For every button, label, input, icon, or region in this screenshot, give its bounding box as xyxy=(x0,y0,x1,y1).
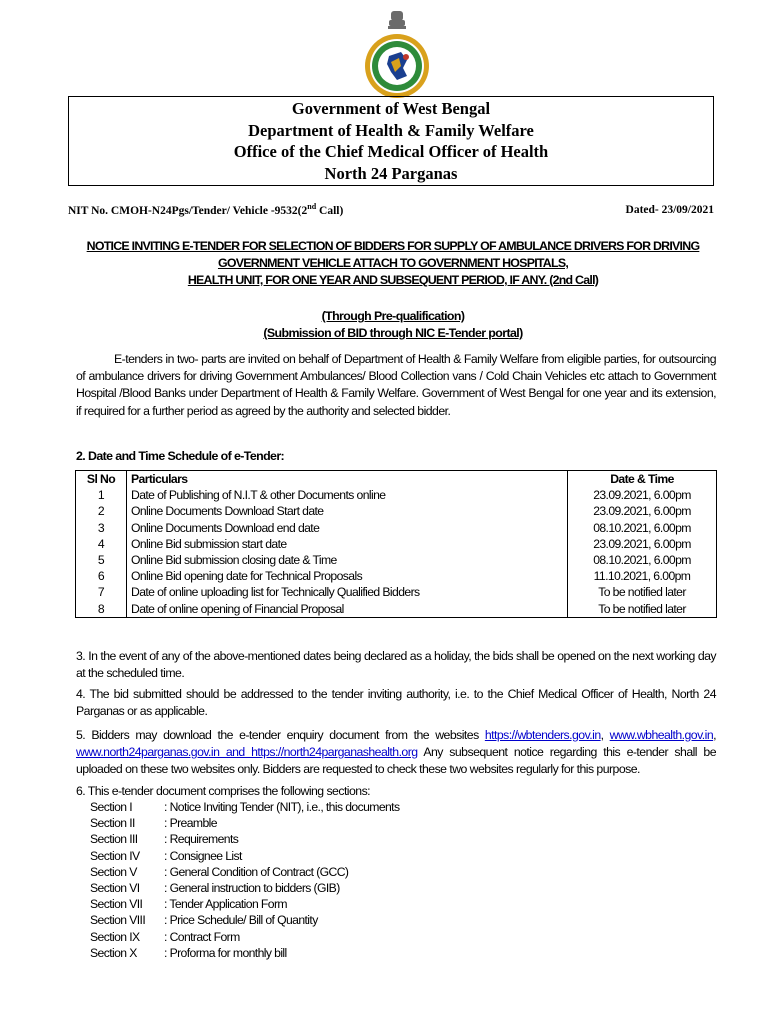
bid-address-clause: 4. The bid submitted should be addressed to the tender inviting authority, i.e. to the Chief Medical Officer of Health, North 24 Parganas or as applicable. xyxy=(76,687,716,719)
table-header-row xyxy=(76,471,717,488)
cell-sl: 2 xyxy=(76,503,127,519)
table-row xyxy=(76,487,717,503)
table-row xyxy=(76,536,717,552)
cell-date: 23.09.2021, 6.00pm xyxy=(568,487,717,503)
header-particulars: Particulars xyxy=(127,471,568,488)
list-item: Section I : Notice Inviting Tender (NIT), i.e., this documents xyxy=(90,800,400,814)
header-line-department: Department of Health & Family Welfare xyxy=(248,120,534,140)
wbtenders-link[interactable]: https://wbtenders.gov.in xyxy=(484,728,601,742)
table-row xyxy=(76,568,717,584)
cell-date: 08.10.2021, 6.00pm xyxy=(568,520,717,536)
header-sl-no: Sl No xyxy=(76,471,127,488)
cell-date: 23.09.2021, 6.00pm xyxy=(568,536,717,552)
cell-sl: 4 xyxy=(76,536,127,552)
cell-particular: Online Bid submission closing date & Time xyxy=(127,552,568,568)
table-row xyxy=(76,584,717,600)
office-header xyxy=(68,96,714,186)
notice-date: Dated- 23/09/2021 xyxy=(625,204,714,216)
cell-sl: 3 xyxy=(76,520,127,536)
list-item: Section III : Requirements xyxy=(90,832,239,847)
cell-particular: Online Documents Download Start date xyxy=(127,503,568,519)
table-row xyxy=(76,552,717,568)
cell-sl: 8 xyxy=(76,601,127,618)
north24parganas-link[interactable]: www.north24parganas.gov.in and https://north24parganashealth.org xyxy=(76,745,418,760)
table-row xyxy=(76,601,717,618)
cell-date: 11.10.2021, 6.00pm xyxy=(568,568,717,584)
notice-subtitle: (Through Pre-qualification) (Submission of BID through NIC E-Tender portal) xyxy=(263,309,523,340)
nit-number: NIT No. CMOH-N24Pgs/Tender/ Vehicle -9532(2nd Call) xyxy=(68,202,344,217)
cell-sl: 7 xyxy=(76,584,127,600)
cell-sl: 6 xyxy=(76,568,127,584)
header-date-time: Date & Time xyxy=(568,471,717,488)
cell-particular: Date of online uploading list for Technically Qualified Bidders xyxy=(127,584,568,600)
list-item: Section X : Proforma for monthly bill xyxy=(90,945,287,960)
west-bengal-emblem-icon xyxy=(361,8,433,100)
cell-particular: Online Bid submission start date xyxy=(127,536,568,552)
cell-particular: Date of online opening of Financial Proposal xyxy=(127,601,568,618)
list-item: Section IV : Consignee List xyxy=(90,848,242,863)
header-line-office: Office of the Chief Medical Officer of Health xyxy=(233,142,549,161)
header-line-government: Government of West Bengal xyxy=(291,99,491,118)
cell-date: 23.09.2021, 6.00pm xyxy=(568,503,717,519)
sections-intro: 6. This e-tender document comprises the following sections: xyxy=(76,784,371,798)
cell-sl: 5 xyxy=(76,552,127,568)
sections-list xyxy=(90,799,399,961)
cell-date: 08.10.2021, 6.00pm xyxy=(568,552,717,568)
cell-particular: Date of Publishing of N.I.T & other Documents online xyxy=(127,487,568,503)
holiday-clause: 3. In the event of any of the above-mentioned dates being declared as a holiday, the bids shall be opened on the next working day at the scheduled time. xyxy=(76,649,716,681)
download-clause: 5. Bidders may download the e-tender enquiry document from the websites https://wbtenders.gov.in, www.wbhealth.gov.in, www.north24parganas.gov.in and https://north24parganashealth.org Any subsequent notice regarding this e-tender shall be uploaded on these two websites only. Bidders are requested to check these two websites regularly for this purpose. xyxy=(76,728,716,777)
schedule-table xyxy=(75,470,717,618)
cell-particular: Online Documents Download end date xyxy=(127,520,568,536)
cell-date: To be notified later xyxy=(568,584,717,600)
cell-sl: 1 xyxy=(76,487,127,503)
list-item: Section IX : Contract Form xyxy=(90,929,240,944)
list-item: Section VII : Tender Application Form xyxy=(90,897,287,912)
wbhealth-link[interactable]: www.wbhealth.gov.in xyxy=(609,728,714,742)
table-row xyxy=(76,503,717,519)
table-row xyxy=(76,520,717,536)
list-item: Section VI : General instruction to bidders (GIB) xyxy=(90,881,340,896)
header-line-district: North 24 Parganas xyxy=(324,163,458,183)
list-item: Section V : General Condition of Contract (GCC) xyxy=(90,864,349,879)
cell-particular: Online Bid opening date for Technical Proposals xyxy=(127,568,568,584)
cell-date: To be notified later xyxy=(568,601,717,618)
schedule-heading: 2. Date and Time Schedule of e-Tender: xyxy=(76,449,285,463)
list-item: Section II : Preamble xyxy=(90,816,217,831)
intro-paragraph: E-tenders in two- parts are invited on behalf of Department of Health & Family Welfare from eligible parties, for outsourcing of ambulance drivers for driving Government Ambulances/ Blood Collection vans / Cold Chain Vehicles etc attach to Government Hospital /Blood Banks under Department of Health & Family Welfare. Government of West Bengal for one year and its extension, if required for a further period as agreed by the authority and selected bidder. xyxy=(76,352,716,418)
list-item: Section VIII : Price Schedule/ Bill of Quantity xyxy=(90,913,318,928)
notice-title: NOTICE INVITING E-TENDER FOR SELECTION OF BIDDERS FOR SUPPLY OF AMBULANCE DRIVERS FOR DRIVING GOVERNMENT VEHICLE ATTACH TO GOVERNMENT HOSPITALS, HEALTH UNIT, FOR ONE YEAR AND SUBSEQUENT PERIOD, IF ANY. (2nd Call) xyxy=(86,239,700,287)
